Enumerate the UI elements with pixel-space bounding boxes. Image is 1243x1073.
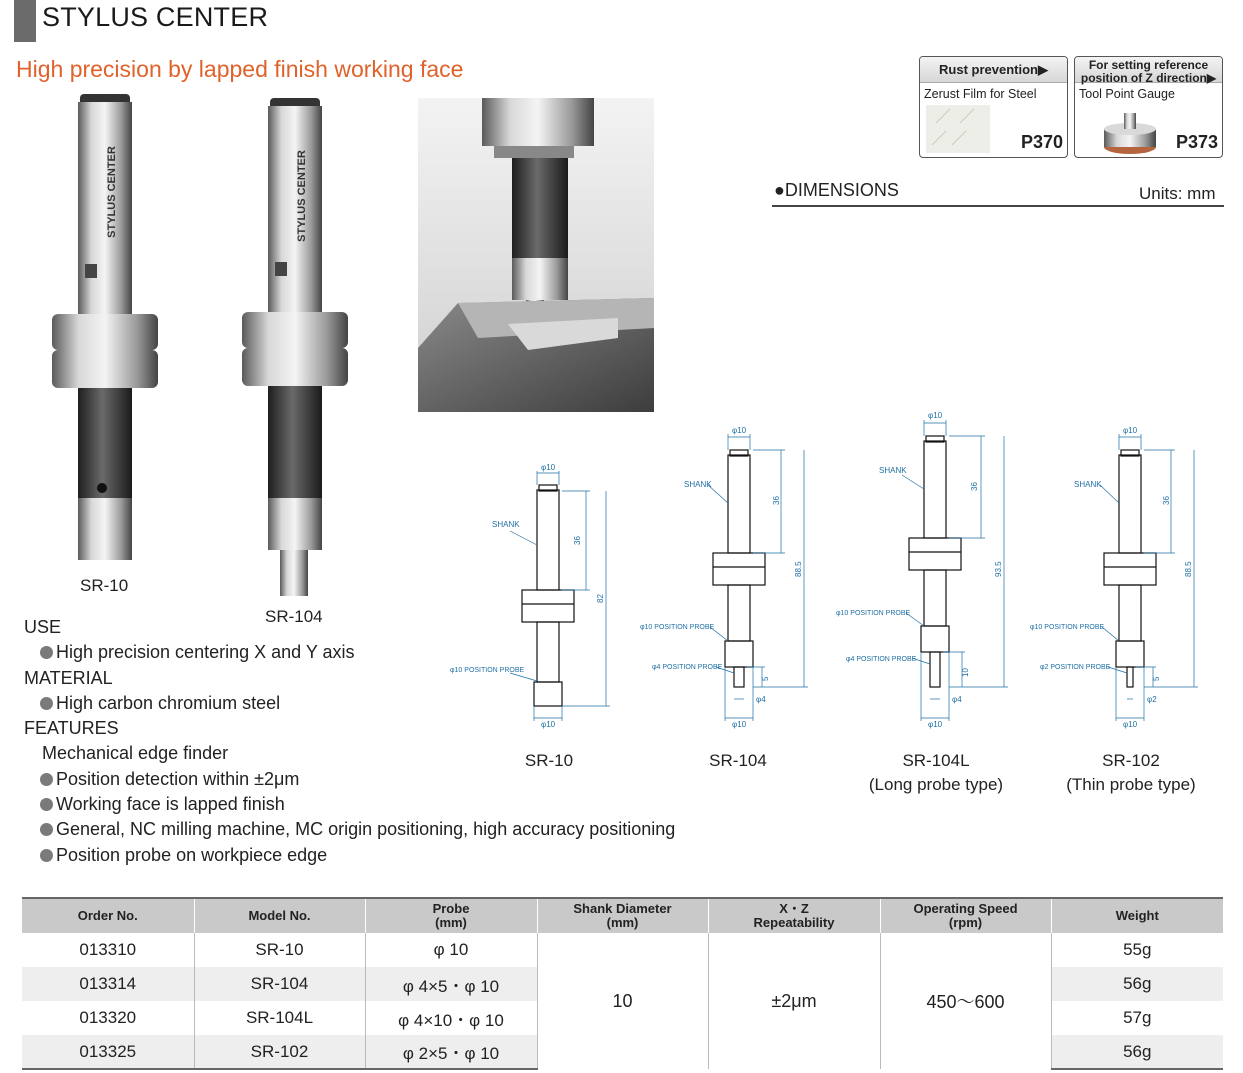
photo-caption-sr10: SR-10: [80, 576, 129, 595]
drawing-caption-sr104: SR-104: [709, 751, 767, 770]
feature-item: Position detection within ±2μm: [40, 769, 299, 790]
dim-total-length: 88.5: [794, 561, 803, 577]
cell-weight: 56g: [1051, 967, 1223, 1001]
col-header-model: Model No.: [194, 898, 365, 933]
bullet-icon: [40, 849, 53, 862]
reference-item: Zerust Film for Steel: [924, 87, 1037, 101]
dim-tip-length: 10: [961, 668, 970, 677]
reference-heading: Rust prevention▶: [920, 57, 1067, 83]
probe-tip-label: φ2 POSITION PROBE: [1040, 664, 1111, 671]
dim-tip-length: 5: [761, 676, 770, 681]
col-header-weight: Weight: [1051, 898, 1223, 933]
cell-repeatability: ±2μm: [708, 933, 880, 1069]
bullet-icon: [40, 697, 53, 710]
dim-tip-dia: φ2: [1147, 695, 1157, 704]
col-header-order: Order No.: [22, 898, 194, 933]
table-row: [22, 933, 1223, 967]
photo-caption-sr104: SR-104: [265, 607, 323, 626]
cell-order: 013320: [79, 1008, 137, 1027]
use-item: High precision centering X and Y axis: [40, 642, 355, 663]
dim-tip-length: 5: [1152, 676, 1161, 681]
drawing-sr104: [640, 426, 808, 729]
page-title: STYLUS CENTER: [42, 2, 269, 32]
dim-bottom-dia: φ10: [928, 720, 943, 729]
dimensions-rule: [772, 205, 1224, 207]
col-header-speed: Operating Speed (rpm): [880, 898, 1051, 933]
dim-top-dia: φ10: [732, 426, 747, 435]
bullet-icon: [40, 773, 53, 786]
reference-page: P373: [1175, 132, 1218, 152]
gauge-thumbnail: [1095, 107, 1165, 157]
usage-photo: [418, 98, 654, 412]
cell-weight: 55g: [1051, 933, 1223, 967]
probe-label: φ10 POSITION PROBE: [450, 667, 525, 674]
drawing-note: (Long probe type): [868, 775, 1004, 794]
feature-item: Working face is lapped finish: [40, 794, 285, 815]
dim-shank-length: 36: [1162, 496, 1171, 505]
cell-order: 013325: [22, 1035, 194, 1069]
page-subtitle: High precision by lapped finish working face: [16, 56, 464, 82]
shank-label: SHANK: [492, 520, 520, 529]
probe-label: φ10 POSITION PROBE: [640, 624, 715, 631]
dimension-drawings: [440, 405, 1230, 735]
dim-bottom-dia: φ10: [1123, 720, 1138, 729]
shank-label: SHANK: [684, 480, 712, 489]
dim-bottom-dia: φ10: [541, 720, 556, 729]
dim-top-dia: φ10: [541, 463, 556, 472]
product-photo-sr104: [230, 92, 370, 602]
bullet-icon: [40, 798, 53, 811]
shank-label: SHANK: [1074, 480, 1102, 489]
cell-order: 013310: [79, 940, 137, 959]
col-header-probe: Probe (mm): [365, 898, 537, 933]
dim-tip-dia: φ4: [952, 695, 962, 704]
spec-table: [22, 897, 1223, 1070]
dim-shank-length: 36: [772, 496, 781, 505]
product-photo-sr10: [40, 92, 180, 570]
cell-model: SR-104L: [194, 1001, 365, 1035]
photo2-shank-text: STYLUS CENTER: [296, 150, 308, 242]
drawing-caption-sr102: SR-102 (Thin probe type): [1050, 751, 1212, 795]
probe-label: φ10 POSITION PROBE: [1030, 624, 1105, 631]
title-accent-bar: [14, 0, 36, 42]
reference-card-rust[interactable]: [919, 56, 1068, 158]
dim-tip-dia: φ4: [756, 695, 766, 704]
cell-weight: 56g: [1051, 1035, 1223, 1069]
dim-top-dia: φ10: [1123, 426, 1138, 435]
cell-order: 013314: [22, 967, 194, 1001]
use-heading: USE: [24, 617, 62, 637]
reference-item: Tool Point Gauge: [1079, 87, 1175, 101]
col-header-shank: Shank Diameter (mm): [537, 898, 708, 933]
dim-shank-length: 36: [970, 482, 979, 491]
dim-total-length: 82: [596, 594, 605, 603]
shank-label: SHANK: [879, 466, 907, 475]
feature-item: General, NC milling machine, MC origin positioning, high accuracy positioning: [40, 819, 675, 840]
probe-tip-label: φ4 POSITION PROBE: [652, 664, 723, 671]
units-label: Units: mm: [1139, 184, 1216, 203]
probe-label: φ10 POSITION PROBE: [836, 610, 911, 617]
cell-probe: φ 10: [365, 933, 537, 967]
dimensions-heading: ●DIMENSIONS: [774, 180, 899, 200]
probe-tip-label: φ4 POSITION PROBE: [846, 656, 917, 663]
drawing-sr102: [1030, 426, 1198, 729]
features-heading: FEATURES: [24, 718, 119, 738]
cell-model: SR-102: [194, 1035, 365, 1069]
feature-item: Position probe on workpiece edge: [40, 845, 327, 866]
drawing-note: (Thin probe type): [1066, 775, 1196, 794]
dim-total-length: 93.5: [994, 561, 1003, 577]
cell-weight: 57g: [1051, 1001, 1223, 1035]
bullet-icon: [40, 823, 53, 836]
drawing-sr104l: [836, 411, 1008, 729]
dim-shank-length: 36: [573, 536, 582, 545]
film-thumbnail: [926, 105, 990, 153]
cell-probe: φ 4×10・φ 10: [365, 1001, 537, 1035]
bullet-icon: [40, 646, 53, 659]
reference-page: P370: [1020, 132, 1063, 152]
dim-total-length: 88.5: [1184, 561, 1193, 577]
cell-probe: φ 2×5・φ 10: [365, 1035, 537, 1069]
material-heading: MATERIAL: [24, 668, 113, 688]
drawing-sr10: [450, 463, 610, 729]
features-intro: Mechanical edge finder: [42, 743, 229, 763]
reference-card-gauge[interactable]: [1074, 56, 1223, 158]
drawing-caption-sr10: SR-10: [524, 751, 574, 770]
table-header-row: [22, 898, 1223, 933]
material-item: High carbon chromium steel: [40, 693, 280, 714]
cell-model: SR-10: [194, 933, 365, 967]
cell-shank-diameter: 10: [537, 933, 708, 1069]
drawing-caption-sr104l: SR-104L (Long probe type): [850, 751, 1022, 795]
dim-bottom-dia: φ10: [732, 720, 747, 729]
photo-shank-text: STYLUS CENTER: [106, 146, 118, 238]
dim-top-dia: φ10: [928, 411, 943, 420]
reference-heading: For setting reference position of Z direction▶: [1075, 57, 1222, 83]
cell-probe: φ 4×5・φ 10: [365, 967, 537, 1001]
cell-model: SR-104: [194, 967, 365, 1001]
col-header-repeatability: X・Z Repeatability: [708, 898, 880, 933]
cell-operating-speed: 450～600: [880, 933, 1051, 1069]
